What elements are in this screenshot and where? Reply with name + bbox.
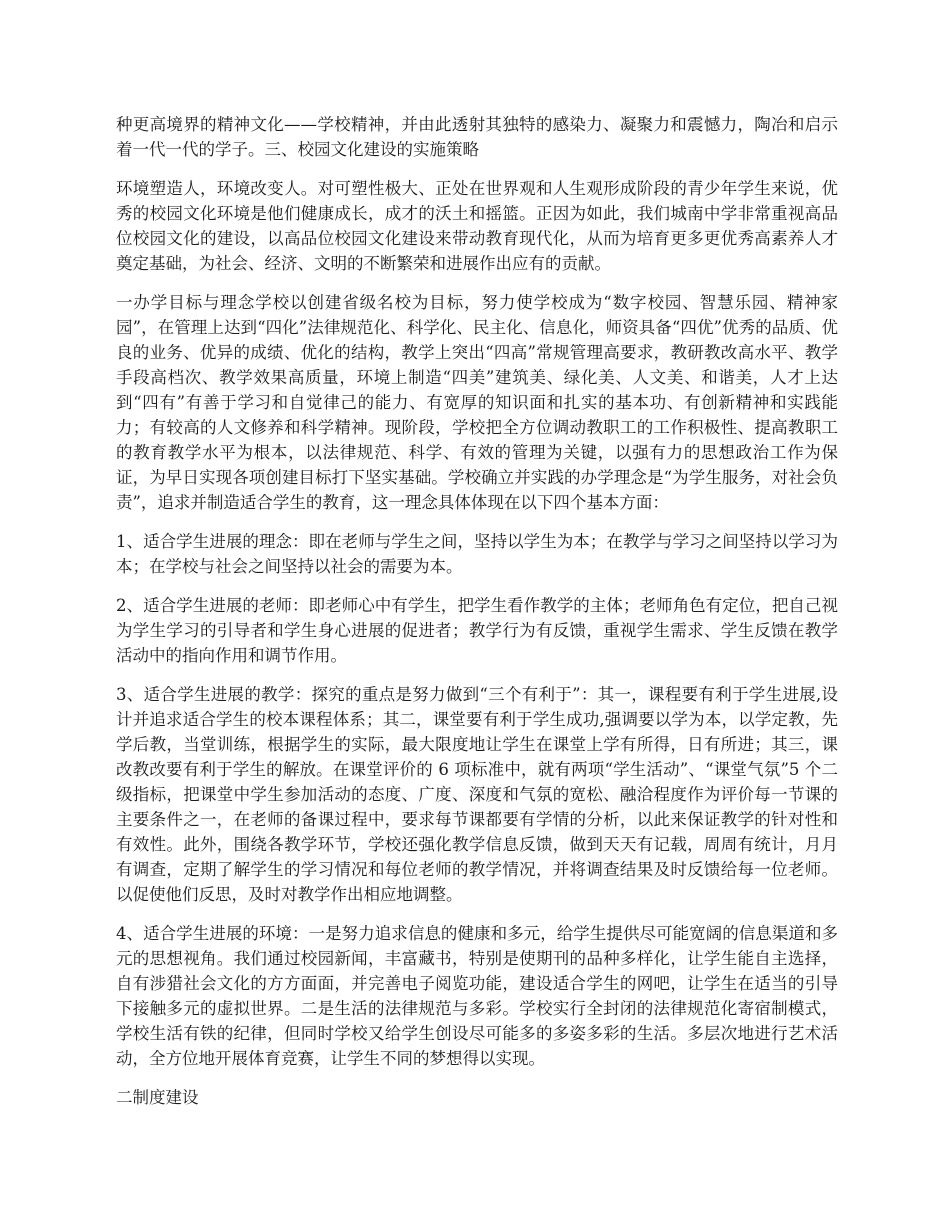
paragraph-item-4-environment: 4、适合学生进展的环境：一是努力追求信息的健康和多元，给学生提供尽可能宽阔的信息渠道和多元的思想视角。我们通过校园新闻，丰富藏书，特别是使期刊的品种多样化，让学生能自主选择，自有涉猎社会文化的方方面面，并完善电子阅览功能，建设适合学生的网吧，让学生在适当的引导下接触多元的虚拟世界。二是生活的法律规范与多彩。学校实行全封闭的法律规范化寄宿制模式，学校生活有铁的纪律，但同时学校又给学生创设尽可能多的多姿多彩的生活。多层次地进行艺术活动，全方位地开展体育竞赛，让学生不同的梦想得以实现。 (116, 924, 838, 1068)
section-heading: 二制度建设 (116, 1088, 199, 1107)
paragraph-item-3-teaching: 3、适合学生进展的教学：探究的重点是努力做到“三个有利于”：其一，课程要有利于学生进展,设计并追求适合学生的校本课程体系；其二，课堂要有利于学生成功,强调要以学为本，以学定教，先学后教，当堂训练，根据学生的实际，最大限度地让学生在课堂上学有所得，日有所进；其三，课改教改要有利于学生的解放。在课堂评价的 6 项标准中，就有两项“学生活动”、“课堂气氛”5 个二级指标，把课堂中学生参加活动的态度、广度、深度和气氛的宽松、融洽程度作为评价每一节课的主要条件之一，在老师的备课过程中，要求每节课都要有学情的分析，以此来保证教学的针对性和有效性。此外，围绕各教学环节，学校还强化教学信息反馈，做到天天有记载，周周有统计，月月有调查，定期了解学生的学习情况和每位老师的教学情况，并将调查结果及时反馈给每一位老师。以促使他们反思，及时对教学作出相应地调整。 (116, 685, 838, 904)
paragraph-environment: 环境塑造人，环境改变人。对可塑性极大、正处在世界观和人生观形成阶段的青少年学生来说，优秀的校园文化环境是他们健康成长，成才的沃土和摇篮。正因为如此，我们城南中学非常重视高品位校园文化的建设，以高品位校园文化建设来带动教育现代化，从而为培育更多更优秀高素养人才奠定基础，为社会、经济、文明的不断繁荣和进展作出应有的贡献。 (116, 179, 838, 273)
document-page (116, 112, 838, 1110)
paragraph-item-1-philosophy: 1、适合学生进展的理念：即在老师与学生之间，坚持以学生为本；在教学与学习之间坚持以学习为本；在学校与社会之间坚持以社会的需要为本。 (116, 532, 838, 576)
paragraph-school-spirit: 种更高境界的精神文化——学校精神，并由此透射其独特的感染力、凝聚力和震憾力，陶冶和启示着一代一代的学子。三、校园文化建设的实施策略 (116, 115, 838, 159)
paragraph-goals-and-philosophy: 一办学目标与理念学校以创建省级名校为目标，努力使学校成为“数字校园、智慧乐园、精神家园”，在管理上达到“四化”法律规范化、科学化、民主化、信息化，师资具备“四优”优秀的品质、优良的业务、优异的成绩、优化的结构，教学上突出“四高”常规管理高要求，教研教改高水平、教学手段高档次、教学效果高质量，环境上制造“四美”建筑美、绿化美、人文美、和谐美，人才上达到“四有”有善于学习和自觉律己的能力、有宽厚的知识面和扎实的基本功、有创新精神和实践能力；有较高的人文修养和科学精神。现阶段，学校把全方位调动教职工的工作积极性、提高教职工的教育教学水平为根本，以法律规范、科学、有效的管理为关键，以强有力的思想政治工作为保证，为早日实现各项创建目标打下坚实基础。学校确立并实践的办学理念是“为学生服务，对社会负责”，追求并制造适合学生的教育，这一理念具体体现在以下四个基本方面： (116, 293, 838, 512)
paragraph-item-2-teachers: 2、适合学生进展的老师：即老师心中有学生，把学生看作教学的主体；老师角色有定位，把自己视为学生学习的引导者和学生身心进展的促进者；教学行为有反馈，重视学生需求、学生反馈在教学活动中的指向作用和调节作用。 (116, 596, 838, 665)
